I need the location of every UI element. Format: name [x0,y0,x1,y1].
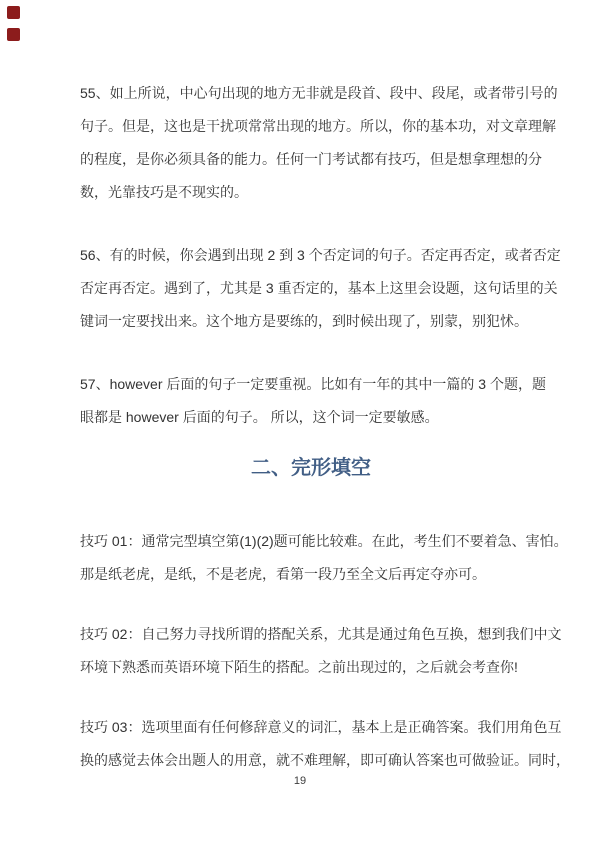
text-line: 换的感觉去体会出题人的用意，就不难理解，即可确认答案也可做验证。同时， [80,752,570,768]
text-line: 键词一定要找出来。这个地方是要练的，到时候出现了，别蒙，别犯怵。 [80,313,528,329]
tip-03-paragraph [80,711,570,777]
text-line: 环境下熟悉而英语环境下陌生的搭配。之前出现过的，之后就会考查你! [80,659,518,675]
page-content [80,77,570,804]
paragraph-55 [80,77,558,209]
paragraph-56 [80,239,561,338]
text-line: 数，光靠技巧是不现实的。 [80,184,248,200]
red-square-marker [7,28,20,41]
text-line: 技巧 01：通常完型填空第(1)(2)题可能比较难。在此，考生们不要着急、害怕。 [80,533,568,549]
tip-02-paragraph [80,618,562,684]
page-number: 19 [293,775,307,787]
text-line: 句子。但是，这也是干扰项常常出现的地方。所以，你的基本功，对文章理解 [80,118,556,134]
text-line: 否定再否定。遇到了，尤其是 3 重否定的，基本上这里会设题，这句话里的关 [80,280,558,296]
paragraph-57 [80,368,546,434]
red-square-marker [7,6,20,19]
section-heading: 二、完形填空 [251,457,371,479]
text-line: 57、however 后面的句子一定要重视。比如有一年的其中一篇的 3 个题，题 [80,376,546,392]
tip-01-paragraph [80,525,568,591]
text-line: 技巧 03：选项里面有任何修辞意义的词汇，基本上是正确答案。我们用角色互 [80,719,562,735]
text-line: 的程度，是你必须具备的能力。任何一门考试都有技巧，但是想拿理想的分 [80,151,542,167]
text-line: 技巧 02：自己努力寻找所谓的搭配关系，尤其是通过角色互换，想到我们中文 [80,626,562,642]
text-line: 眼都是 however 后面的句子。 所以，这个词一定要敏感。 [80,409,439,425]
text-line: 55、如上所说，中心句出现的地方无非就是段首、段中、段尾，或者带引号的 [80,85,558,101]
text-line: 那是纸老虎，是纸，不是老虎，看第一段乃至全文后再定夺亦可。 [80,566,486,582]
text-line: 56、有的时候，你会遇到出现 2 到 3 个否定词的句子。否定再否定，或者否定 [80,247,561,263]
